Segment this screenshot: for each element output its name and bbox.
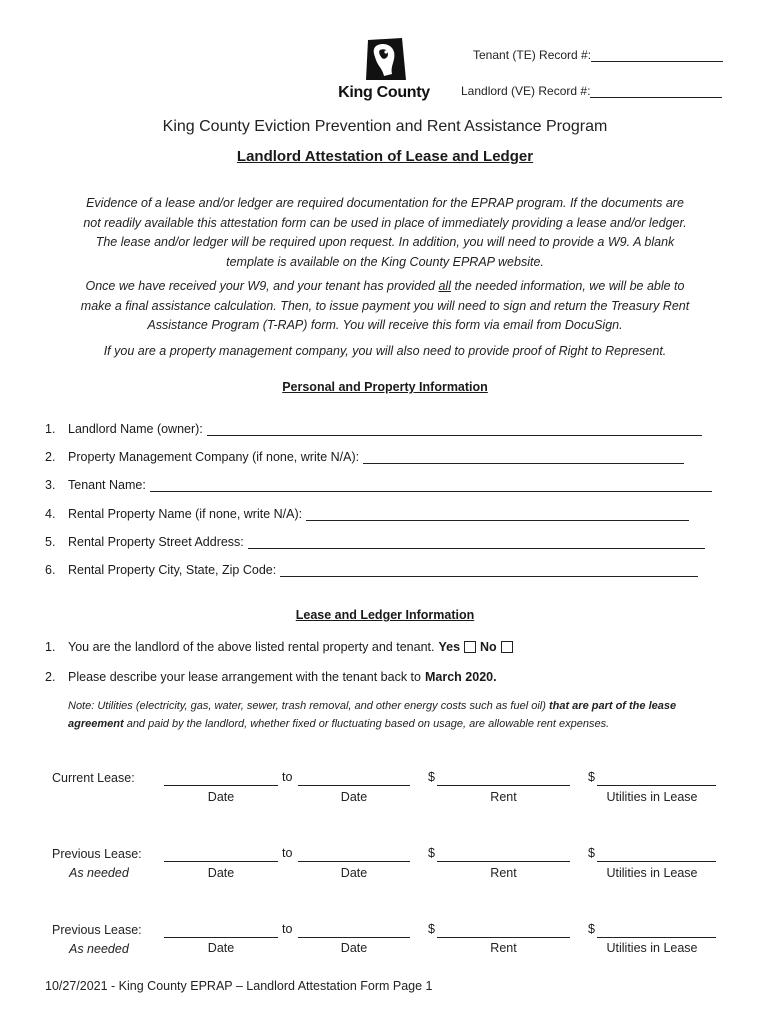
note-bold-text: that are part of the lease agreement (68, 700, 677, 730)
field-number: 1. (45, 422, 56, 436)
previous-lease-label (52, 845, 162, 883)
city-state-zip-field[interactable] (45, 561, 698, 577)
intro-underlined-text: all (438, 279, 451, 293)
lease-section-heading-text: Lease and Ledger Information (295, 608, 475, 622)
lease-row-label: Previous Lease: (52, 923, 142, 937)
date-caption: Date (207, 941, 235, 955)
previous-lease-label (52, 921, 162, 959)
property-management-field[interactable] (45, 448, 684, 464)
date-caption: Date (340, 941, 368, 955)
to-text: to (282, 922, 293, 936)
personal-section-heading-text: Personal and Property Information (282, 380, 488, 394)
question-number: 1. (45, 640, 56, 654)
field-label: Landlord Name (owner): (68, 422, 203, 436)
landlord-confirm-question (45, 640, 517, 654)
field-number: 4. (45, 507, 56, 521)
previous-lease-2-rent[interactable] (437, 923, 570, 938)
landlord-record-label: Landlord (VE) Record #: (461, 84, 591, 98)
previous-lease-1-rent[interactable] (437, 847, 570, 862)
street-address-field[interactable] (45, 533, 705, 549)
no-label: No (480, 640, 497, 654)
street-address-line[interactable] (248, 534, 705, 549)
question-text: You are the landlord of the above listed rental property and tenant. (68, 640, 435, 654)
dollar-sign: $ (588, 922, 595, 936)
date-caption: Date (340, 790, 368, 804)
field-number: 6. (45, 563, 56, 577)
question-number: 2. (45, 670, 56, 684)
field-number: 2. (45, 450, 56, 464)
to-text: to (282, 770, 293, 784)
dollar-sign: $ (588, 770, 595, 784)
dollar-sign: $ (428, 922, 435, 936)
logo-text: King County (338, 84, 430, 101)
rental-property-name-field[interactable] (45, 505, 689, 521)
intro-text: the needed information, we will be able to (451, 279, 685, 293)
king-county-portrait-icon (362, 36, 408, 82)
lease-row-label: Previous Lease: (52, 847, 142, 861)
previous-lease-1-end-date[interactable] (298, 847, 410, 862)
utilities-note (68, 697, 728, 733)
field-label: Rental Property Name (if none, write N/A): (68, 507, 303, 521)
page-footer: 10/27/2021 - King County EPRAP – Landlord Attestation Form Page 1 (45, 979, 433, 993)
intro-paragraph-3: If you are a property management company, you will also need to provide proof of Right to Represent. (103, 344, 667, 358)
lease-arrangement-question (45, 670, 497, 684)
dollar-sign: $ (428, 770, 435, 784)
current-lease-utilities[interactable] (597, 771, 716, 786)
previous-lease-1-start-date[interactable] (164, 847, 278, 862)
landlord-name-field[interactable] (45, 420, 702, 436)
field-label: Rental Property Street Address: (68, 535, 244, 549)
date-caption: Date (207, 790, 235, 804)
intro-paragraph-1 (40, 194, 730, 272)
yes-label: Yes (438, 640, 461, 654)
rent-caption: Rent (490, 866, 517, 880)
intro-paragraph-2 (40, 277, 730, 336)
no-checkbox[interactable] (501, 641, 513, 653)
current-lease-end-date[interactable] (298, 771, 410, 786)
utilities-caption: Utilities in Lease (606, 941, 698, 955)
intro-line: Evidence of a lease and/or ledger are required documentation for the EPRAP program. If the documents are (86, 196, 684, 210)
dollar-sign: $ (428, 846, 435, 860)
landlord-record-line[interactable] (590, 85, 722, 98)
rental-property-name-line[interactable] (306, 506, 689, 521)
previous-lease-2-utilities[interactable] (597, 923, 716, 938)
field-number: 5. (45, 535, 56, 549)
tenant-record-line[interactable] (591, 49, 723, 62)
tenant-name-field[interactable] (45, 476, 712, 492)
lease-section-heading (0, 608, 770, 622)
intro-line: make a final assistance calculation. Then, to issue payment you will need to sign and return the Treasury Rent (80, 298, 690, 313)
intro-line: Assistance Program (T-RAP) form. You will receive this form via email from DocuSign. (147, 318, 623, 332)
tenant-record-field[interactable] (473, 48, 723, 62)
king-county-logo (334, 36, 434, 106)
lease-row-sublabel: As needed (69, 942, 129, 956)
previous-lease-2-end-date[interactable] (298, 923, 410, 938)
tenant-name-line[interactable] (150, 477, 712, 492)
current-lease-rent[interactable] (437, 771, 570, 786)
field-label: Tenant Name: (68, 478, 146, 492)
question-text: Please describe your lease arrangement with the tenant back to (68, 670, 421, 684)
rent-caption: Rent (490, 941, 517, 955)
current-lease-label (52, 769, 162, 788)
intro-line: template is available on the King County EPRAP website. (226, 254, 544, 269)
city-state-zip-line[interactable] (280, 562, 698, 577)
form-title-text: Landlord Attestation of Lease and Ledger (236, 148, 534, 165)
to-text: to (282, 846, 293, 860)
rent-caption: Rent (490, 790, 517, 804)
intro-line: not readily available this attestation form can be used in place of immediately providing a lease and/or ledger. (83, 215, 687, 230)
intro-line: The lease and/or ledger will be required upon request. In addition, you will need to provide a W9. A blank (95, 235, 675, 249)
date-caption: Date (207, 866, 235, 880)
form-title (0, 148, 770, 165)
note-text: and paid by the landlord, whether fixed or fluctuating based on usage, are allowable rent expenses. (123, 718, 610, 730)
note-text: Note: Utilities (electricity, gas, water, sewer, trash removal, and other energy costs such as fuel oil) (68, 700, 549, 712)
previous-lease-2-start-date[interactable] (164, 923, 278, 938)
date-caption: Date (340, 866, 368, 880)
dollar-sign: $ (588, 846, 595, 860)
current-lease-start-date[interactable] (164, 771, 278, 786)
yes-checkbox[interactable] (464, 641, 476, 653)
property-management-line[interactable] (363, 449, 684, 464)
lease-row-label: Current Lease: (52, 771, 135, 785)
utilities-caption: Utilities in Lease (606, 790, 698, 804)
previous-lease-1-utilities[interactable] (597, 847, 716, 862)
intro-text: Once we have received your W9, and your tenant has provided (85, 279, 439, 293)
question-date-text: March 2020. (425, 670, 497, 684)
field-label: Property Management Company (if none, write N/A): (68, 450, 360, 464)
lease-row-sublabel: As needed (69, 866, 129, 880)
personal-section-heading (0, 380, 770, 394)
landlord-record-field[interactable] (461, 84, 722, 98)
program-title: King County Eviction Prevention and Rent Assistance Program (162, 118, 608, 135)
field-label: Rental Property City, State, Zip Code: (68, 563, 277, 577)
tenant-record-label: Tenant (TE) Record #: (473, 48, 592, 62)
field-number: 3. (45, 478, 56, 492)
intro-line (40, 277, 730, 297)
utilities-caption: Utilities in Lease (606, 866, 698, 880)
landlord-name-line[interactable] (207, 421, 702, 436)
